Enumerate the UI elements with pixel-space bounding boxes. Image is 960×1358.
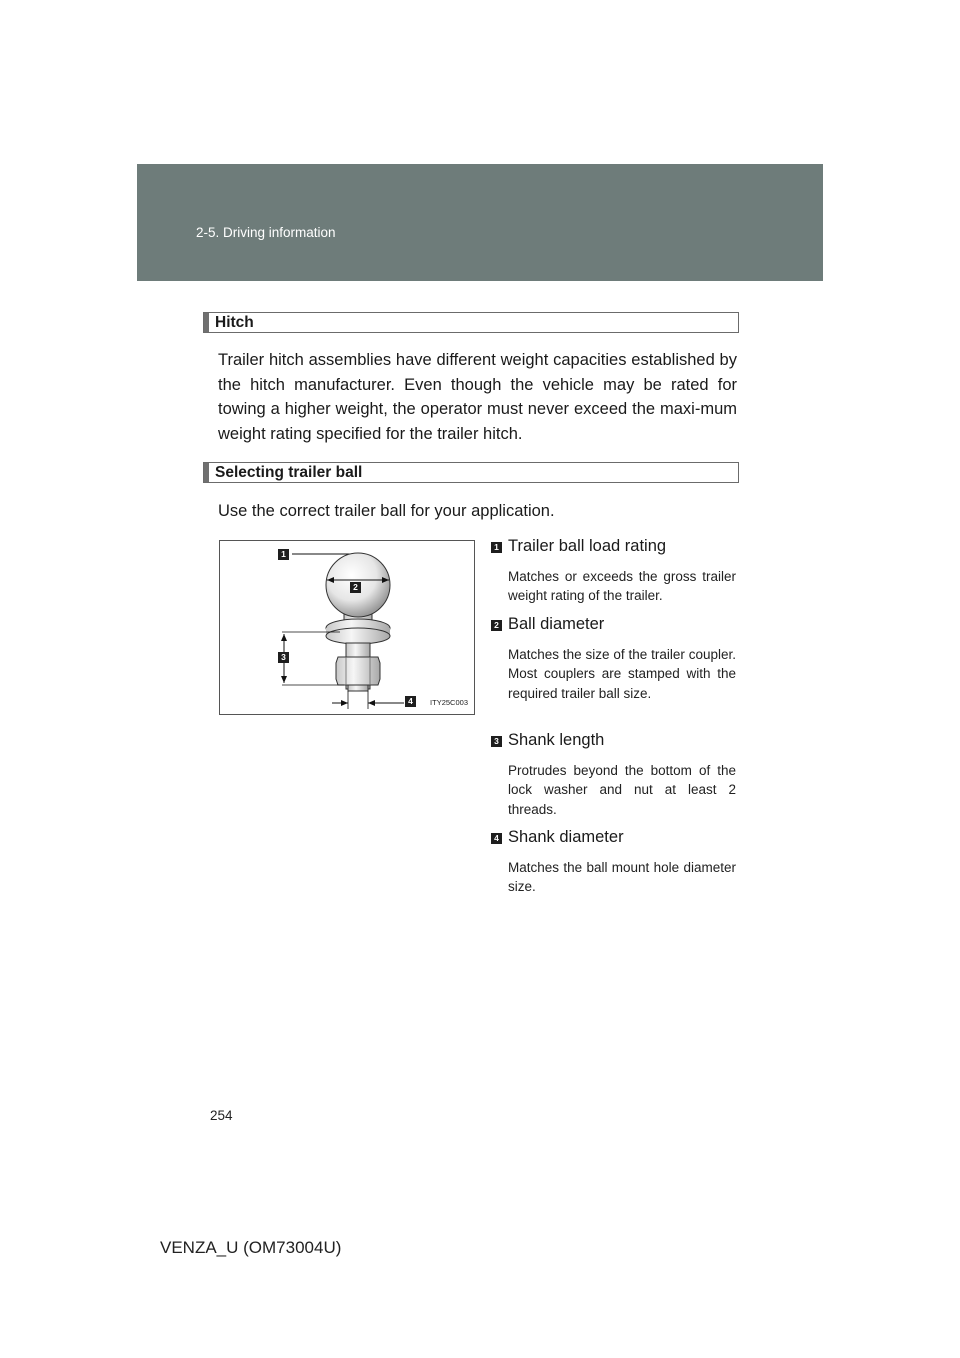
trailer-ball-figure <box>219 540 475 715</box>
header-band <box>137 164 823 281</box>
item-number-badge: 4 <box>491 833 502 844</box>
trailer-ball-illustration <box>220 541 474 714</box>
item-description: Matches the ball mount hole diameter size. <box>508 860 736 895</box>
callout-2: 2 <box>350 582 361 593</box>
manual-code: VENZA_U (OM73004U) <box>160 1238 342 1257</box>
item-description: Matches the size of the trailer coupler. Most couplers are stamped with the required trailer ball size. <box>508 647 736 701</box>
item-title: Shank length <box>508 731 605 749</box>
heading-bar <box>204 463 209 482</box>
callout-4: 4 <box>405 696 416 707</box>
figure-code: ITY25C003 <box>430 698 468 707</box>
hitch-heading <box>203 312 739 333</box>
item-description: Matches or exceeds the gross trailer weight rating of the trailer. <box>508 569 736 604</box>
item-description: Protrudes beyond the bottom of the lock washer and nut at least 2 threads. <box>508 763 736 817</box>
hitch-paragraph: Trailer hitch assemblies have different weight capacities established by the hitch manufacturer. Even though the vehicle may be rated for towing a higher weight, the operator must never exceed the maxi-mum weight rating specified for the trailer hitch. <box>218 351 737 443</box>
callout-3: 3 <box>278 652 289 663</box>
item-title: Trailer ball load rating <box>508 537 667 555</box>
section-label: 2-5. Driving information <box>196 225 336 240</box>
item-number-badge: 1 <box>491 542 502 553</box>
item-number-badge: 2 <box>491 620 502 631</box>
heading-bar <box>204 313 209 332</box>
page-number: 254 <box>210 1108 233 1123</box>
item-title: Ball diameter <box>508 615 605 633</box>
callout-1: 1 <box>278 549 289 560</box>
hitch-heading-text: Hitch <box>215 314 254 331</box>
trailer-ball-heading-text: Selecting trailer ball <box>215 464 363 481</box>
trailer-ball-intro: Use the correct trailer ball for your application. <box>218 502 555 520</box>
item-number-badge: 3 <box>491 736 502 747</box>
trailer-ball-heading <box>203 462 739 483</box>
item-title: Shank diameter <box>508 828 624 846</box>
